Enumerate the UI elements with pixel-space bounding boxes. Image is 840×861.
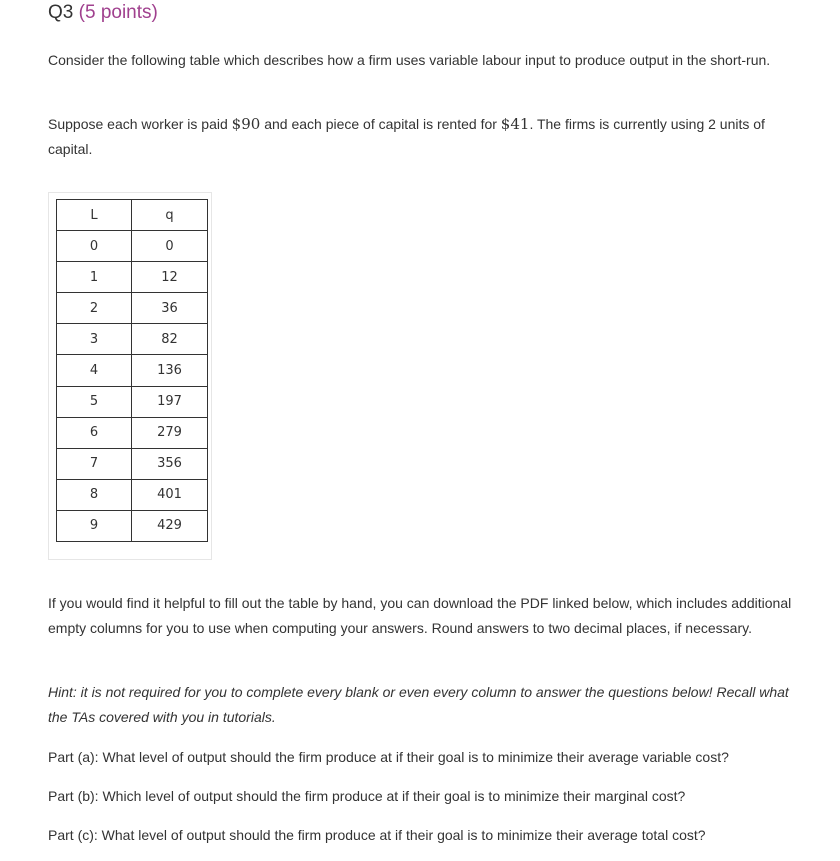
header-labour: L — [57, 200, 132, 231]
table-row — [57, 448, 208, 479]
labour-cell: 6 — [57, 417, 132, 448]
output-cell: 279 — [132, 417, 208, 448]
output-cell: 356 — [132, 448, 208, 479]
hint-text: Hint: it is not required for you to complete every blank or even every column to answer the questions below! Recall what the TAs covered with you in tutorials. — [48, 684, 789, 725]
labour-cell: 8 — [57, 479, 132, 510]
wage-value: $90 — [231, 115, 261, 133]
table-row — [57, 355, 208, 386]
question-number: Q3 — [48, 2, 74, 23]
table-header-row — [57, 200, 208, 231]
labour-cell: 4 — [57, 355, 132, 386]
labour-cell: 3 — [57, 324, 132, 355]
output-cell: 136 — [132, 355, 208, 386]
table-row — [57, 262, 208, 293]
table-row — [57, 510, 208, 541]
output-cell: 0 — [132, 231, 208, 262]
table-row — [57, 231, 208, 262]
table-row — [57, 386, 208, 417]
instructions-text: If you would find it helpful to fill out the table by hand, you can download the PDF linked below, which includes additional empty columns for you to use when computing your answers. Round answers to two decimal places, if necessary. — [48, 595, 792, 636]
table-row — [57, 417, 208, 448]
labour-cell: 1 — [57, 262, 132, 293]
output-cell: 12 — [132, 262, 208, 293]
output-cell: 401 — [132, 479, 208, 510]
question-title — [48, 2, 158, 24]
table-row — [57, 479, 208, 510]
labour-cell: 2 — [57, 293, 132, 324]
table-row — [57, 324, 208, 355]
labour-cell: 0 — [57, 231, 132, 262]
cost-suffix: . The firms is currently using 2 units of capital. — [48, 116, 765, 157]
part-b-question: Part (b): Which level of output should the firm produce at if their goal is to minimize their marginal cost? — [48, 788, 686, 804]
output-cell: 82 — [132, 324, 208, 355]
output-cell: 197 — [132, 386, 208, 417]
production-table — [56, 199, 208, 542]
cost-middle: and each piece of capital is rented for — [260, 116, 501, 132]
rent-value: $41 — [500, 115, 530, 133]
output-cell: 36 — [132, 293, 208, 324]
header-output: q — [132, 200, 208, 231]
labour-cell: 9 — [57, 510, 132, 541]
output-cell: 429 — [132, 510, 208, 541]
intro-text: Consider the following table which describes how a firm uses variable labour input to produce output in the short-run. — [48, 52, 771, 68]
table-row — [57, 293, 208, 324]
labour-cell: 5 — [57, 386, 132, 417]
cost-text — [48, 112, 793, 162]
part-c-question: Part (c): What level of output should the firm produce at if their goal is to minimize their average total cost? — [48, 827, 706, 843]
labour-cell: 7 — [57, 448, 132, 479]
question-points: (5 points) — [78, 2, 158, 23]
production-table-container — [48, 192, 212, 560]
part-a-question: Part (a): What level of output should the firm produce at if their goal is to minimize their average variable cost? — [48, 749, 729, 765]
cost-prefix: Suppose each worker is paid — [48, 116, 232, 132]
